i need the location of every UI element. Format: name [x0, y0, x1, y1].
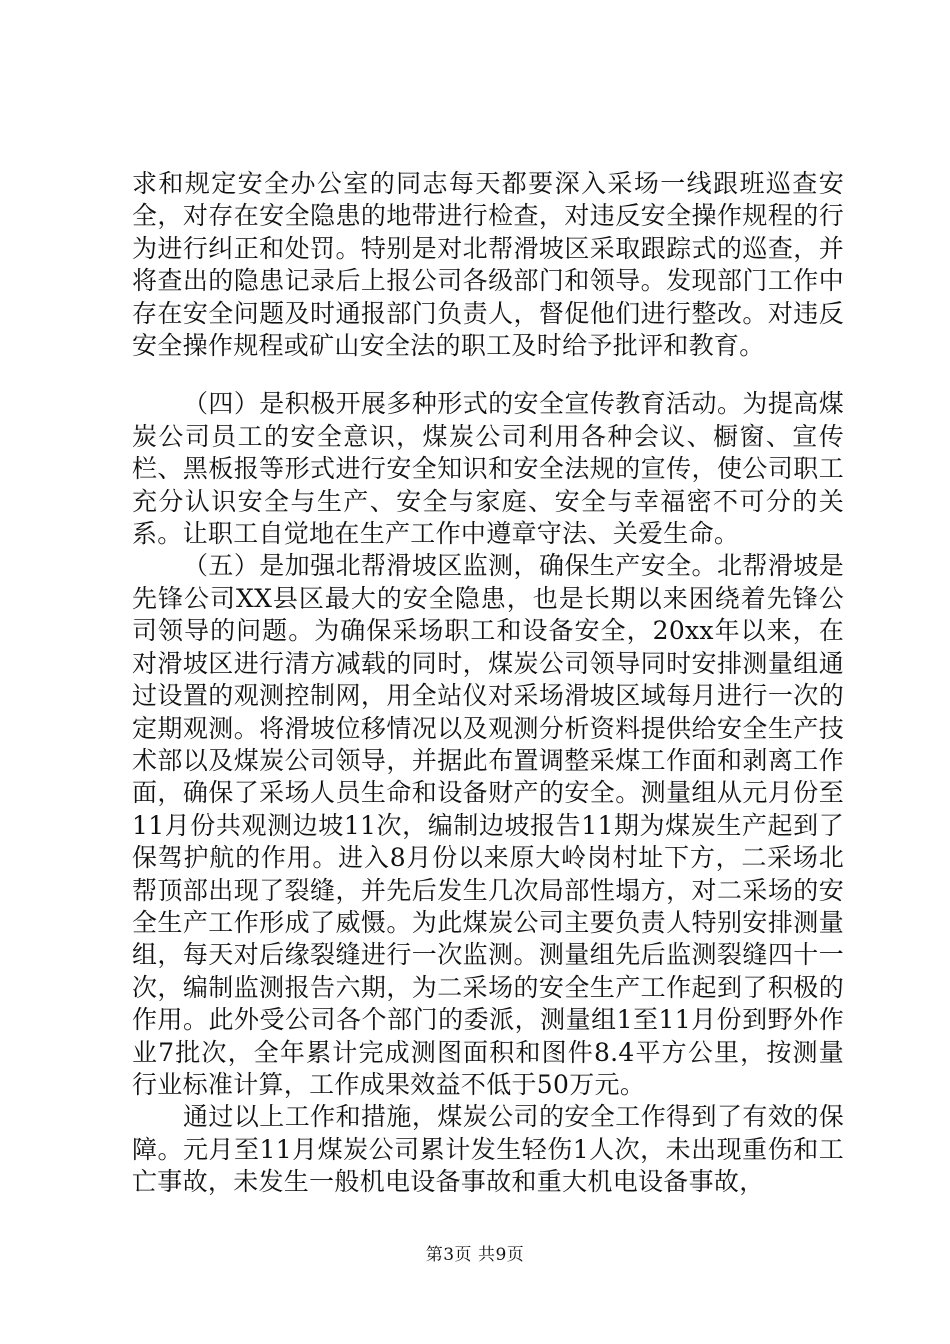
paragraph-safety-education: （四）是积极开展多种形式的安全宣传教育活动。为提高煤炭公司员工的安全意识，煤炭公司利用各种会议、橱窗、宣传栏、黑板报等形式进行安全知识和安全法规的宣传，使公司职工充分认识安全与生产、安全与家庭、安全与幸福密不可分的关系。让职工自觉地在生产工作中遵章守法、关爱生命。: [132, 389, 844, 549]
paragraph-gap: [132, 362, 844, 388]
body-text: [132, 168, 844, 1199]
paragraph-landslide-monitoring: （五）是加强北帮滑坡区监测，确保生产安全。北帮滑坡是先锋公司XX县区最大的安全隐患，也是长期以来困绕着先锋公司领导的问题。为确保采场职工和设备安全，20xx年以来，在对滑坡区进行清方减载的同时，煤炭公司领导同时安排测量组通过设置的观测控制网，用全站仪对采场滑坡区域每月进行一次的定期观测。将滑坡位移情况以及观测分析资料提供给安全生产技术部以及煤炭公司领导，并据此布置调整采煤工作面和剥离工作面，确保了采场人员生命和设备财产的安全。测量组从元月份至11月份共观测边坡11次，编制边坡报告11期为煤炭生产起到了保驾护航的作用。进入8月份以来原大岭岗村址下方，二采场北帮顶部出现了裂缝，并先后发生几次局部性塌方，对二采场的安全生产工作形成了威慑。为此煤炭公司主要负责人特别安排测量组，每天对后缘裂缝进行一次监测。测量组先后监测裂缝四十一次，编制监测报告六期，为二采场的安全生产工作起到了积极的作用。此外受公司各个部门的委派，测量组1至11月份到野外作业7批次，全年累计完成测图面积和图件8.4平方公里，按测量行业标准计算，工作成果效益不低于50万元。: [132, 551, 844, 1099]
paragraph-summary: 通过以上工作和措施，煤炭公司的安全工作得到了有效的保障。元月至11月煤炭公司累计发生轻伤1人次，未出现重伤和工亡事故，未发生一般机电设备事故和重大机电设备事故，: [132, 1102, 844, 1197]
paragraph-safety-patrol: 求和规定安全办公室的同志每天都要深入采场一线跟班巡查安全，对存在安全隐患的地带进行检查，对违反安全操作规程的行为进行纠正和处罚。特别是对北帮滑坡区采取跟踪式的巡查，并将查出的隐患记录后上报公司各级部门和领导。发现部门工作中存在安全问题及时通报部门负责人，督促他们进行整改。对违反安全操作规程或矿山安全法的职工及时给予批评和教育。: [132, 169, 844, 361]
page-number-footer: 第3页 共9页: [425, 1245, 525, 1265]
